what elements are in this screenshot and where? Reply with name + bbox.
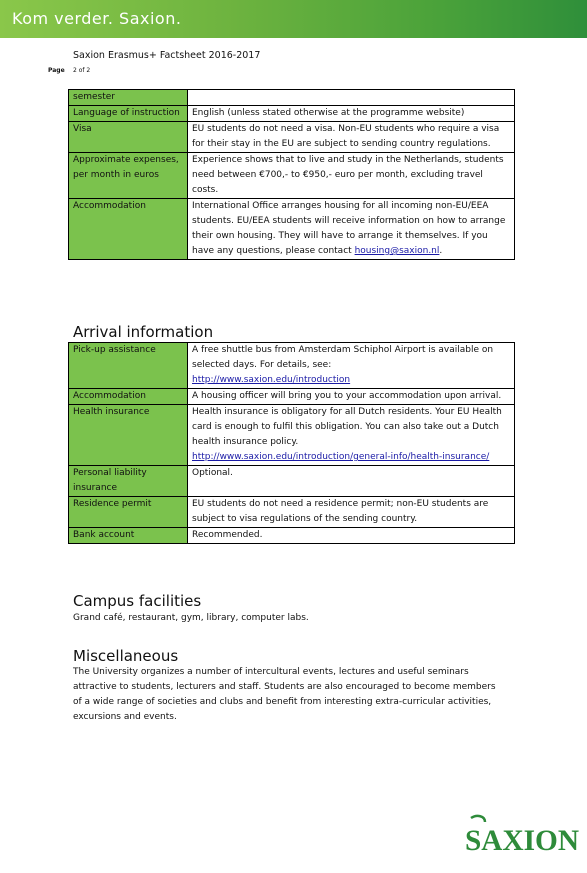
- misc-text: The University organizes a number of intercultural events, lectures and useful seminars attractive to students, lecturers and staff. Students are also encouraged to become members of a wide range of societies and clubs and benefit from interesting extra-curricular activities, excursions and events.: [73, 667, 496, 722]
- value-text: International Office arranges housing for all incoming non-EU/EEA students. EU/EEA students will receive information on how to arrange their own housing. They will have to arrange it themselves. If you have any questions, please contact: [192, 201, 506, 256]
- row-value: Recommended.: [188, 528, 515, 544]
- table-row: [69, 106, 515, 122]
- campus-text: Grand café, restaurant, gym, library, computer labs.: [73, 613, 309, 623]
- health-insurance-link[interactable]: http://www.saxion.edu/introduction/general-info/health-insurance/: [192, 452, 490, 462]
- table-row: [69, 497, 515, 528]
- misc-heading: Miscellaneous: [73, 647, 179, 665]
- table-row: [69, 389, 515, 405]
- campus-heading: Campus facilities: [73, 592, 202, 610]
- arrival-heading: Arrival information: [73, 323, 214, 341]
- row-value: [188, 199, 515, 260]
- row-label: Personal liability insurance: [69, 466, 188, 497]
- logo-swoosh: [471, 816, 485, 822]
- row-value: [188, 343, 515, 389]
- row-value: Experience shows that to live and study in the Netherlands, students need between €700,- to €950,- euro per month, excluding travel costs.: [188, 153, 515, 199]
- row-label: Health insurance: [69, 405, 188, 466]
- trailing-period: .: [439, 246, 443, 256]
- housing-email-link[interactable]: housing@saxion.nl: [354, 246, 440, 256]
- row-value: EU students do not need a visa. Non-EU students who require a visa for their stay in the EU are subject to sending country regulations.: [188, 122, 515, 153]
- row-label: Visa: [69, 122, 188, 153]
- header-banner: [0, 0, 587, 38]
- document-title: Saxion Erasmus+ Factsheet 2016-2017: [73, 50, 261, 61]
- introduction-link[interactable]: http://www.saxion.edu/introduction: [192, 375, 351, 385]
- row-label: Accommodation: [69, 199, 188, 260]
- table-row: [69, 122, 515, 153]
- row-label: semester: [69, 90, 188, 106]
- value-text: A free shuttle bus from Amsterdam Schiphol Airport is available on selected days. For details, see:: [192, 345, 494, 370]
- row-label: Language of instruction: [69, 106, 188, 122]
- row-label: Approximate expenses, per month in euros: [69, 153, 188, 199]
- factsheet-table: [68, 89, 515, 260]
- row-label: Accommodation: [69, 389, 188, 405]
- table-row: [69, 153, 515, 199]
- arrival-table: [68, 342, 515, 544]
- row-label: Pick-up assistance: [69, 343, 188, 389]
- value-text: Health insurance is obligatory for all Dutch residents. Your EU Health card is enough to fulfil this obligation. You can also take out a Dutch health insurance policy.: [192, 407, 502, 447]
- page-label: Page: [48, 67, 65, 74]
- table-row: [69, 466, 515, 497]
- page-number: 2 of 2: [73, 67, 91, 74]
- logo-text: SAXION: [465, 824, 580, 857]
- table-row: [69, 90, 515, 106]
- row-value: [188, 90, 515, 106]
- row-value: A housing officer will bring you to your accommodation upon arrival.: [188, 389, 515, 405]
- row-value: [188, 405, 515, 466]
- table-row: [69, 199, 515, 260]
- row-value: EU students do not need a residence permit; non-EU students are subject to visa regulations of the sending country.: [188, 497, 515, 528]
- table-row: [69, 405, 515, 466]
- row-value: Optional.: [188, 466, 515, 497]
- row-value: English (unless stated otherwise at the programme website): [188, 106, 515, 122]
- saxion-logo: [463, 812, 581, 858]
- row-label: Bank account: [69, 528, 188, 544]
- table-row: [69, 528, 515, 544]
- row-label: Residence permit: [69, 497, 188, 528]
- banner-slogan: Kom verder. Saxion.: [12, 9, 182, 28]
- table-row: [69, 343, 515, 389]
